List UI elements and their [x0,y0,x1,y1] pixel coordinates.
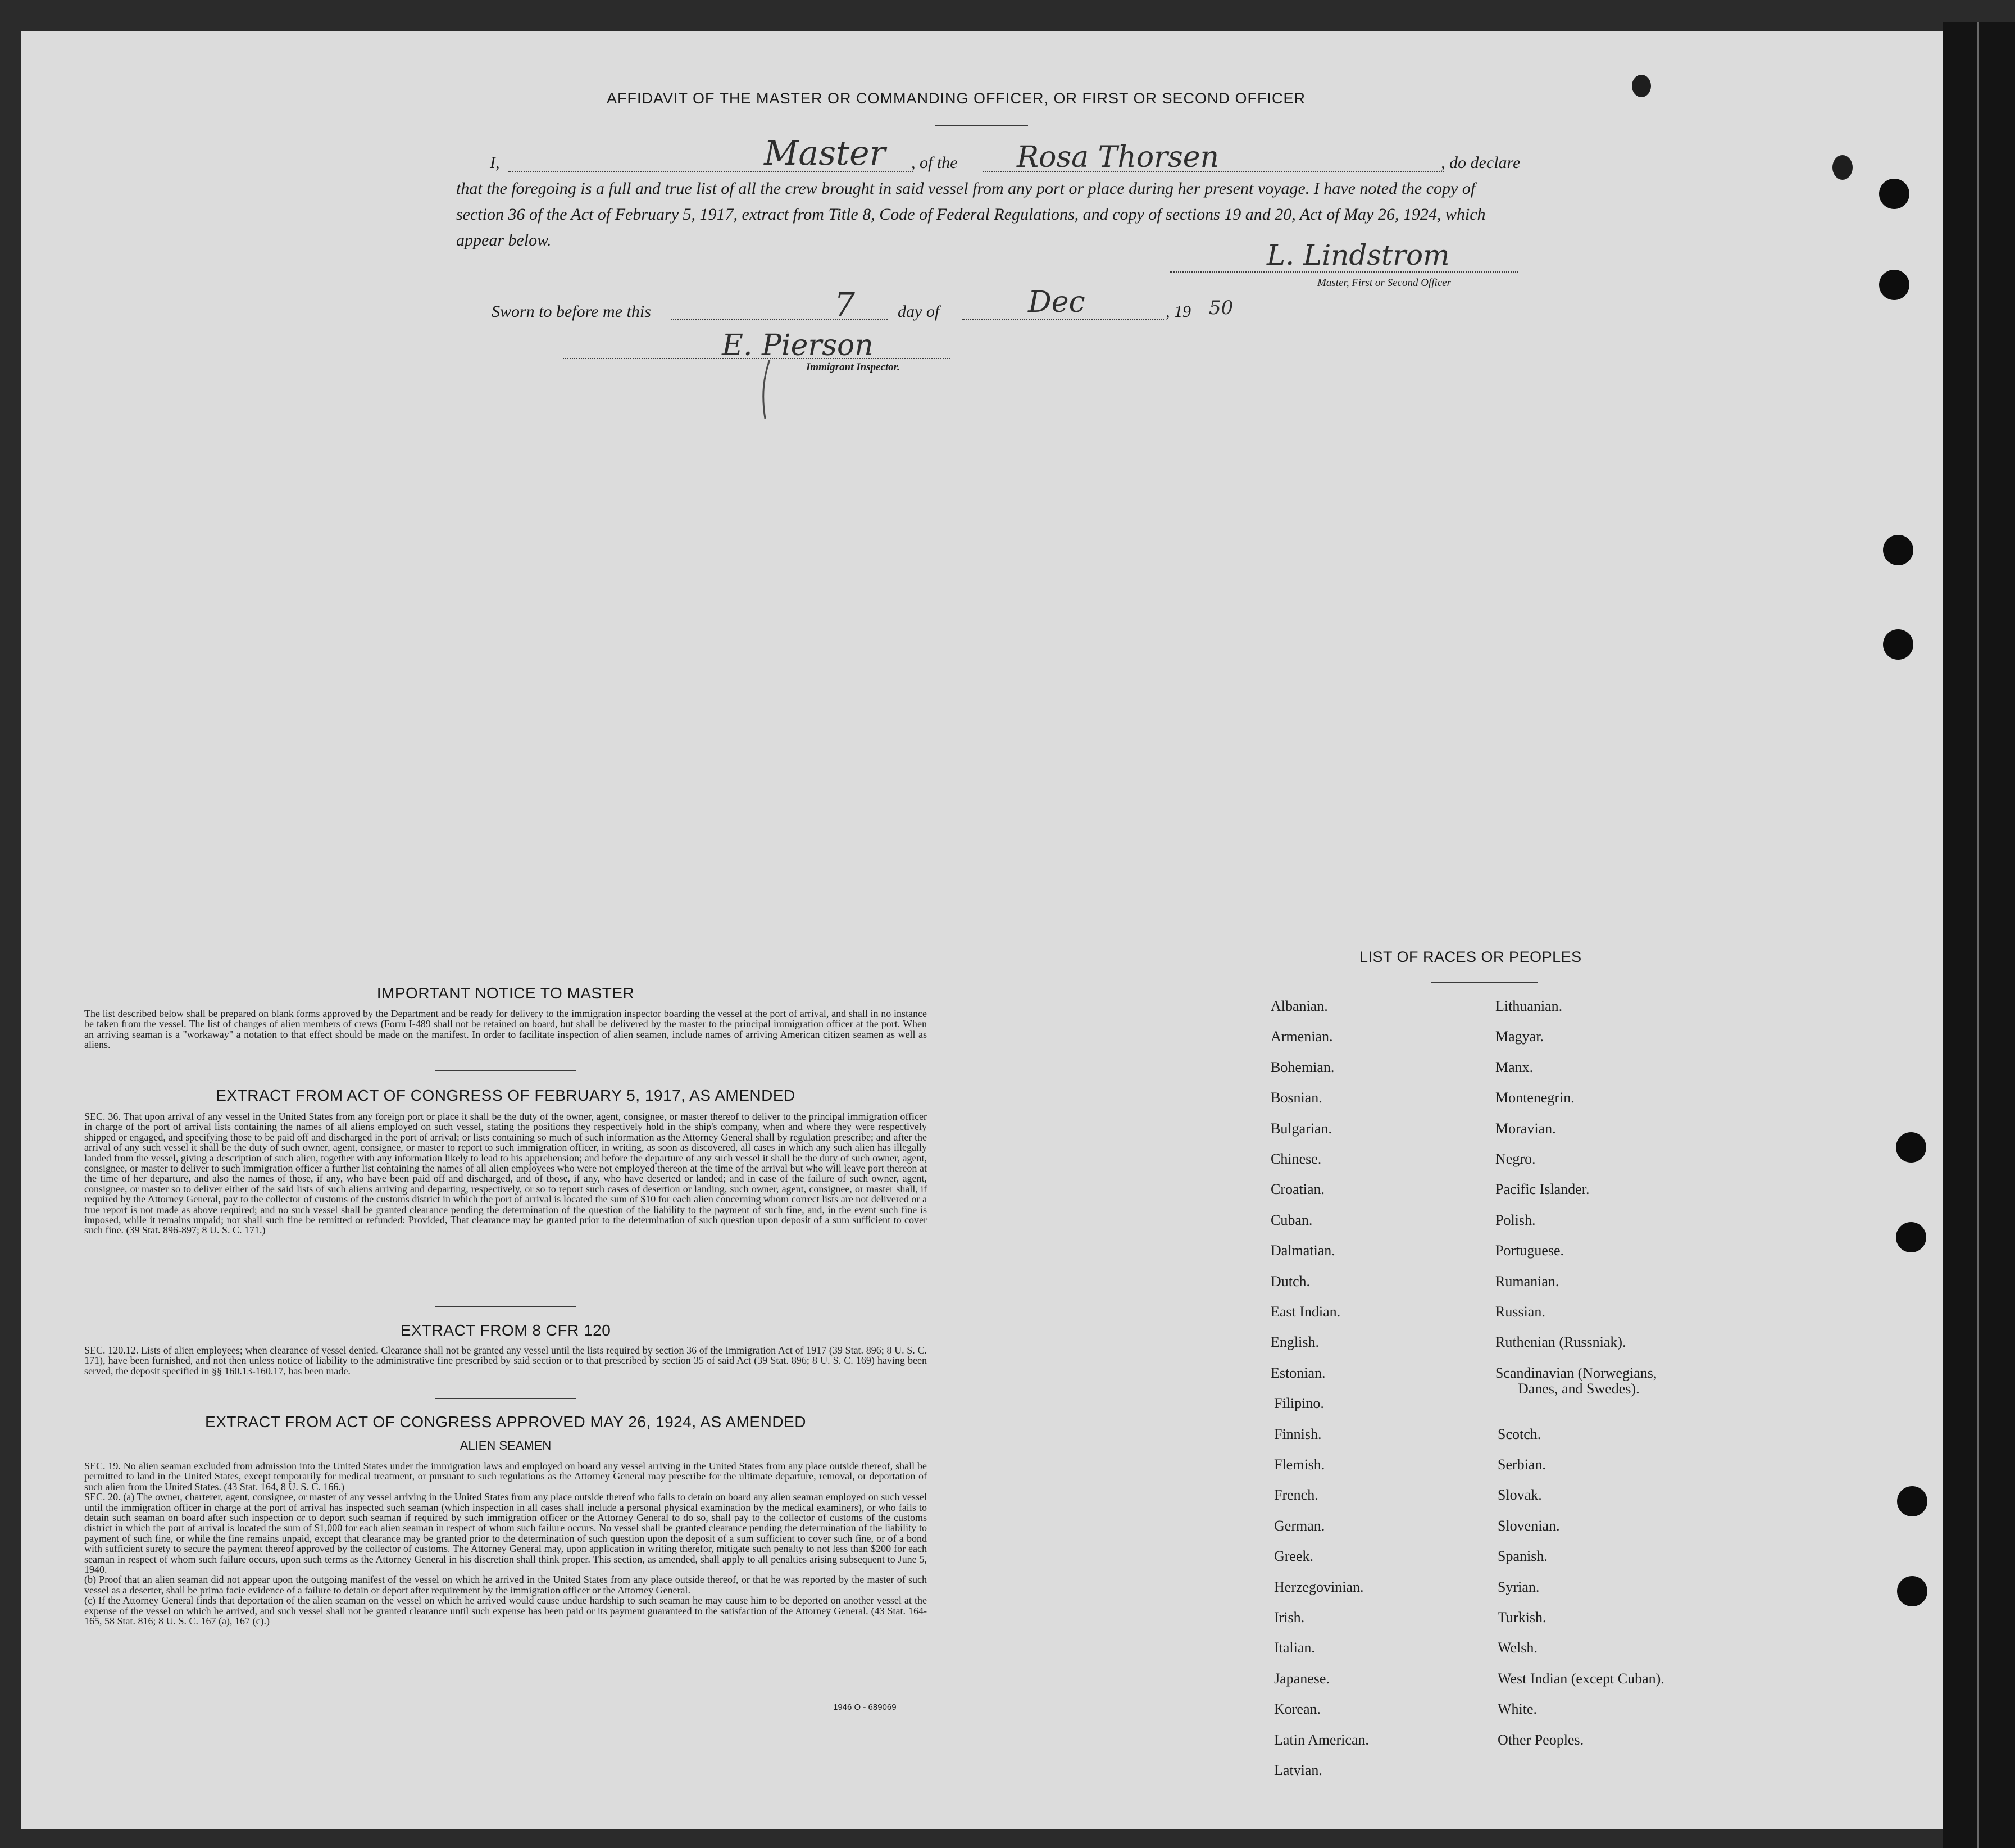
rank-handwritten: Master [764,134,886,173]
master-signature-line [1170,271,1518,273]
race-item: Croatian. [1271,1181,1325,1198]
affidavit-body: that the foregoing is a full and true list of all the crew brought in said vessel from any port or place during her present voyage. I have noted the copy of section 36 of the Act of February 5, 1917, extract from Title 8, Code of Federal Regulations, and copy of sections 19 and 20, Act of May 26, 1924, which appear below. [456,179,1486,249]
race-item: French. [1274,1487,1318,1504]
race-item: Estonian. [1271,1364,1326,1381]
races-title: LIST OF RACES OR PEOPLES [1359,948,1582,965]
race-item: Finnish. [1274,1425,1322,1442]
divider [1431,982,1538,983]
scan-edge-line [1977,22,1979,1848]
race-item: Moravian. [1495,1120,1556,1137]
master-signature: L. Lindstrom [1267,239,1450,271]
punch-hole [1897,1576,1927,1606]
extract-cfr-text: SEC. 120.12. Lists of alien employees; when clearance of vessel denied. Clearance shall not be granted any vessel until the lists required by section 36 of the Immigration Act of 1917 (39 Stat. 896; 8 U. S. C. 171), have been furnished, and not then unless notice of liability to the administrative fine prescribed by said section or to that prescribed by section 35 of said Act (39 Stat. 896; 8 U. S. C. 169) having been served, the deposit specified in §§ 160.13-160.17, has been made. [84,1345,927,1377]
punch-hole [1879,179,1909,209]
sworn-day-line [671,319,888,320]
master-caption-prefix: Master, [1317,277,1352,289]
race-item: Italian. [1274,1640,1315,1656]
day-of-label: day of [898,302,940,321]
vessel-handwritten: Rosa Thorsen [1017,140,1219,174]
punch-hole [1883,535,1913,565]
race-item: Irish. [1274,1609,1305,1625]
sworn-month-line [962,319,1164,320]
ink-smudge [1632,75,1651,97]
race-item: Ruthenian (Russniak). [1495,1334,1626,1351]
extract-1917-text: SEC. 36. That upon arrival of any vessel in the United States from any foreign port or place it shall be the duty of the owner, agent, consignee, or master thereof to deliver to the principal immigration officer in charge of the port of arrival lists containing the names of all aliens employed on such vessel, stating the positions they respectively hold in the ship's company, when and where they were respectively shipped or engaged, and specifying those to be paid off and discharged in the port of arrival; or lists containing so much of such information as the Attorney General shall by regulation prescribe; and after the arrival of any such vessel it shall be the duty of such owner, agent, consignee, or master to report to such immigration officer, in writing, as soon as discovered, all cases in which any such alien has illegally landed from the vessel, giving a description of such alien, together with any information likely to lead to his apprehension; and before the departure of any such vessel it shall be the duty of such owner, agent, consignee, or master to deliver to such immigration officer a further list containing the names of all alien employees who were not employed thereon at the time of the arrival but who will leave port thereon at the time of her departure, and also the names of those, if any, who have been paid off and discharged, and of those, if any, who have deserted or landed; and in case of the failure of such owner, agent, consignee, or master so to deliver either of the said lists of such aliens arriving and departing, respectively, or so to report such cases of desertion or landing, such owner, agent, consignee, or master shall, if required by the Attorney General, pay to the collector of customs of the customs district in which the port of arrival is located the sum of $10 for each alien concerning whom correct lists are not delivered or a true report is not made as above required; and no such vessel shall be granted clearance pending the determination of the question of the liability to the payment of such fine, and, in the event such fine is imposed, while it remains unpaid; nor shall such fine be remitted or refunded: Provided, That clearance may be granted prior to the determination of such question upon deposit of a sum sufficient to cover such fine. (39 Stat. 896-897; 8 U. S. C. 171.) [84,1111,927,1236]
race-item: Chinese. [1271,1151,1322,1167]
race-item: Latin American. [1274,1731,1369,1748]
race-item: Dalmatian. [1271,1242,1335,1259]
signature-stroke [747,360,792,421]
race-item: Scandinavian (Norwegians, [1495,1364,1657,1381]
race-item: Slovenian. [1498,1517,1560,1534]
sworn-day: 7 [834,285,855,324]
punch-hole [1896,1132,1926,1163]
race-item: Japanese. [1274,1670,1330,1687]
divider [435,1070,576,1071]
race-item: Danes, and Swedes). [1518,1380,1640,1397]
do-declare-label: , do declare [1441,153,1521,172]
race-item: German. [1274,1517,1325,1534]
race-item: Turkish. [1498,1609,1546,1625]
of-the-label: , of the [911,153,958,172]
race-item: Lithuanian. [1495,998,1563,1014]
race-item: Negro. [1495,1151,1536,1167]
inspector-caption: Immigrant Inspector. [806,361,900,373]
race-item: Montenegrin. [1495,1089,1575,1106]
year-prefix: , 19 [1166,302,1191,321]
race-item: East Indian. [1271,1304,1341,1320]
race-item: Albanian. [1271,998,1328,1014]
race-item: Latvian. [1274,1762,1322,1778]
race-item: Greek. [1274,1548,1314,1565]
race-item: White. [1498,1701,1538,1718]
punch-hole [1883,629,1913,660]
race-item: Bohemian. [1271,1059,1335,1075]
race-item: Armenian. [1271,1028,1333,1045]
race-item: Bulgarian. [1271,1120,1332,1137]
race-item: Magyar. [1495,1028,1544,1045]
divider [935,125,1028,126]
race-item: Slovak. [1498,1487,1542,1504]
ink-smudge [1832,155,1853,180]
notice-title: IMPORTANT NOTICE TO MASTER [376,984,635,1002]
punch-hole [1879,270,1909,300]
sworn-month: Dec [1028,285,1085,319]
race-item: Syrian. [1498,1578,1540,1595]
master-caption-struck: First or Second Officer [1352,277,1452,289]
inspector-signature: E. Pierson [722,329,874,362]
race-item: Portuguese. [1495,1242,1564,1259]
extract-1924-title: EXTRACT FROM ACT OF CONGRESS APPROVED MAY 26, 1924, AS AMENDED [205,1413,806,1431]
year-handwritten: 50 [1209,297,1234,319]
extract-1917-title: EXTRACT FROM ACT OF CONGRESS OF FEBRUARY 5, 1917, AS AMENDED [216,1087,795,1104]
extract-cfr-title: EXTRACT FROM 8 CFR 120 [400,1322,611,1339]
race-item: Rumanian. [1495,1273,1559,1289]
race-item: Flemish. [1274,1456,1325,1473]
race-item: Dutch. [1271,1273,1311,1289]
extract-1924-subtitle: ALIEN SEAMEN [460,1438,552,1452]
notice-text: The list described below shall be prepared on blank forms approved by the Department and be ready for delivery to the immigration inspector boarding the vessel at the port of arrival, and shall in no instance be taken from the vessel. The list of changes of alien members of crews (Form I-489 shall not be retained on board, but shall be delivered by the master to the principal immigration officer at the port. When an arriving seaman is a "workaway" a notation to that effect should be made on the manifest. In order to facilitate inspection of alien seamen, include names of arriving American citizen seamen as well as aliens. [84,1008,927,1051]
race-item: Other Peoples. [1498,1731,1584,1748]
race-item: Spanish. [1498,1548,1548,1565]
affidavit-title: AFFIDAVIT OF THE MASTER OR COMMANDING OFFICER, OR FIRST OR SECOND OFFICER [607,90,1306,107]
race-item: Russian. [1495,1304,1545,1320]
extract-1924-text: SEC. 19. No alien seaman excluded from admission into the United States under the immigration laws and employed on board any vessel arriving in the United States from any place outside thereof, shall be permitted to land in the United States, except temporarily for medical treatment, or pursuant to such regulations as the Attorney General may prescribe for the ultimate departure, removal, or deportation of such alien from the United States. (43 Stat. 164, 8 U. S. C. 166.) SEC. 20. (a) The owner, charterer, agent, consignee, or master of any vessel arriving in the United States from any place outside thereof who fails to detain on board any alien seaman employed on such vessel until the immigration officer in charge at the port of arrival has inspected such seaman (which inspection in all cases shall include a personal physical examination by the medical examiners), or who fails to detain such seaman on board after such inspection or to deport such seaman if required by such immigration officer or the Attorney General to do so, shall pay to the collector of customs of the customs district in which the port of arrival is located the sum of $1,000 for each alien seaman in respect of whom such failure occurs. No vessel shall be granted clearance pending the determination of the liability to payment of such fine, or while the fine remains unpaid, except that clearance may be granted prior to the determination of such question upon the deposit of a sum sufficient to cover such fine, or of a bond with sufficient surety to secure the payment thereof approved by the collector of customs. The Attorney General may, upon application in writing therefor, mitigate such penalty to not less than $200 for each seaman in respect of whom such failure occurs, upon such terms as the Attorney General in his discretion shall think proper. This section, as amended, shall apply to all penalties arising subsequent to June 5, 1940. (b) Proof that an alien seaman did not appear upon the outgoing manifest of the vessel on which he arrived in the United States from any place outside thereof, or that he was reported by the master of such vessel as a deserter, shall be prima facie evidence of a failure to detain or deport after requirement by the immigration officer or the Attorney General. (c) If the Attorney General finds that deportation of the alien seaman on the vessel on which he arrived would cause undue hardship to such seaman he may cause him to be deported on another vessel at the expense of the vessel on which he arrived, and such vessel shall not be granted clearance until such expense has been paid or its payment guaranteed to the satisfaction of the Attorney General. (43 Stat. 164-165, 58 Stat. 816; 8 U. S. C. 167 (a), 167 (c).) [84,1460,927,1627]
affidavit-i-label: I, [490,153,500,172]
race-item: Pacific Islander. [1495,1181,1590,1198]
sworn-label: Sworn to before me this [492,302,651,321]
race-item: English. [1271,1334,1319,1351]
race-item: Scotch. [1498,1425,1541,1442]
race-item: Bosnian. [1271,1089,1322,1106]
race-item: Cuban. [1271,1211,1313,1228]
divider [435,1398,576,1399]
print-code: 1946 O - 689069 [833,1702,897,1712]
race-item: Manx. [1495,1059,1534,1075]
race-item: West Indian (except Cuban). [1498,1670,1664,1687]
race-item: Serbian. [1498,1456,1546,1473]
punch-hole [1897,1486,1927,1516]
race-item: Korean. [1274,1701,1321,1718]
race-item: Welsh. [1498,1640,1538,1656]
race-item: Herzegovinian. [1274,1578,1364,1595]
race-item: Polish. [1495,1211,1536,1228]
race-item: Filipino. [1274,1395,1324,1412]
master-caption [1317,277,1451,289]
divider [435,1306,576,1307]
punch-hole [1896,1222,1926,1252]
